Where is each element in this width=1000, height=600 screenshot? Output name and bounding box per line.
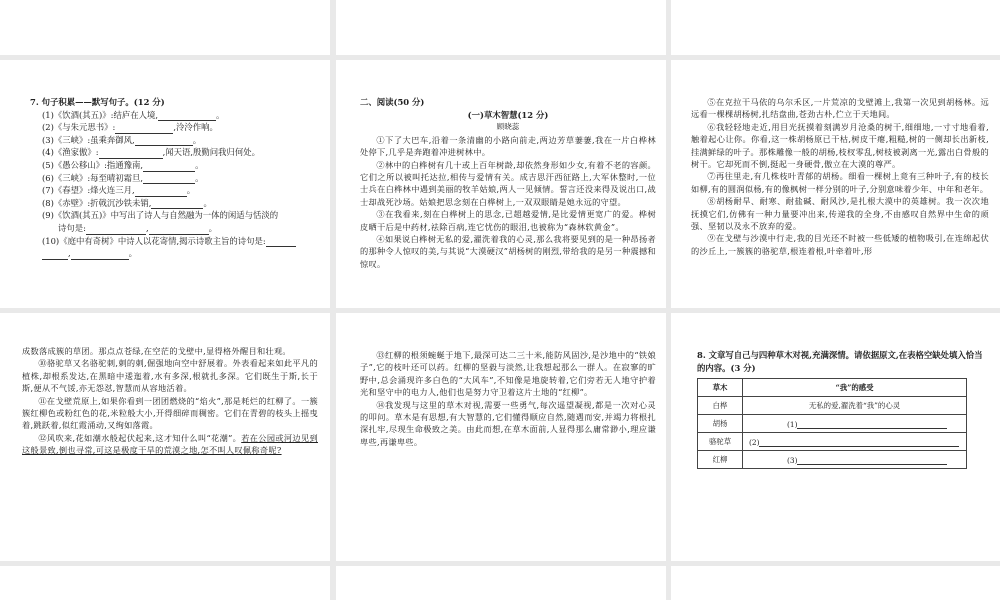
q7-line-6: (6)《三峡》:每至晴初霜旦, 。 — [42, 172, 204, 183]
paragraph-2: ②林中的白桦树有几十或上百年树龄,却依然身形如少女,有着不老的容颜。它们之所以被叫托达拉,相传与爱情有关。成吉思汗西征路上,大军休整时,一位士兵在白桦林中遇到美丽的牧羊姑娘,两人一见倾情。誓言还没来得及说出口,战士却战死沙场。姑娘把思念刻在白桦树上,一双双眼睛是她永远的守望。 — [360, 159, 656, 207]
q7-line-8: (8)《赤壁》:折戟沉沙铁未销, 。 — [42, 197, 212, 208]
paragraph-9: ⑨在戈壁与沙漠中行走,我的目光还不时被一些低矮的植物吸引,在连绵起伏的沙丘上,一簇簇的骆驼草,根连着根,叶牵着叶,形 — [691, 233, 989, 256]
answer-blank-3[interactable]: (3) — [743, 451, 967, 469]
q7-line-4: (4)《渔家傲》: ,闻天语,殷勤问我归何处。 — [42, 147, 261, 158]
header-feeling: “我”的感受 — [743, 379, 967, 397]
table-row: 红柳 (3) — [698, 451, 967, 469]
page-reading-continued — [671, 60, 1000, 308]
section-heading: 二、阅读(50 分) — [360, 97, 425, 107]
q7-line-9a: (9)《饮酒(其五)》中写出了诗人与自然融为一体的闲适与恬淡的 — [42, 210, 279, 221]
table-header-row — [698, 379, 967, 397]
q7-title: 7. 句子积累——默写句子。(12 分) — [30, 97, 165, 107]
reading-author: 顾晓蕊 — [496, 122, 520, 132]
q7-line-5: (5)《愚公移山》:指通豫南, 。 — [42, 159, 204, 170]
page-reading-part-3 — [0, 313, 330, 561]
paragraph-14: ⑭我发现与这里的草木对视,需要一些勇气,每次遥望凝视,都是一次对心灵的叩问。草木是有思想,有大智慧的,它们懂得顺应自然,随遇而安,并竭力将根扎深扎牢,尽现生命极致之美。由此而想,在草木面前,人显得那么庸常渺小,理应谦卑些,再谦卑些。 — [360, 399, 656, 447]
paragraph-3: ③在我看来,刻在白桦树上的思念,已超越爱情,是比爱情更宽广的爱。桦树皮晒干后是中药材,祛除百病,连它忧伤的眼泪,也被称为“森林软黄金”。 — [360, 209, 656, 232]
paragraph-12: ⑫风吹来,花如潮水般起伏起来,这才知什么叫“花潮”。若在公园或河边见到这般景致,倒也寻常,可这是极度干旱的荒漠之地,怎不叫人叹佩称奇呢? — [22, 432, 318, 456]
paragraph-7: ⑦再往里走,有几株枝叶青郁的胡杨。细看一棵树上竟有三种叶子,有的枝长如柳,有的圆润似杨,有的像枫树一样分别的叶子,分别意味着少年、中年和老年。 — [691, 171, 989, 194]
q8-title: 8. 文章写自己与四种草木对视,充满深情。请依据原文,在表格空缺处填入恰当的内容。(3 分) — [697, 350, 983, 373]
page-question-8 — [671, 313, 1000, 561]
bottom-right-page — [671, 566, 1000, 600]
q7-line-1: (1)《饮酒(其五)》:结庐在人境, 。 — [42, 109, 225, 120]
paragraph-13: ⑬红柳的根须蜿蜒于地下,最深可达二三十米,能防风固沙,是沙地中的“铁娘子”,它的枝叶还可以药。红柳的坚毅与淡然,让我想起那么一群人。在寂寥的旷野中,总会涌现许多白色的“大风车”,不知像是地旋转着,它们旁若无人地守护着光和坚守中的电力人,他们也是努力守卫着这片土地的“红柳”。 — [360, 350, 656, 398]
table-row: 骆驼草 (2) — [698, 433, 967, 451]
q7-line-3: (3)《三峡》:虽乘奔御风, 。 — [42, 134, 202, 145]
q7-line-10b: , 。 — [30, 247, 320, 260]
page-question-7 — [0, 60, 330, 308]
answer-blank-1[interactable]: (1) — [743, 415, 967, 433]
paragraph-6: ⑥我轻轻地走近,用目光抚摸着刻满岁月沧桑的树干,细细地,一寸寸地看着,触着起心让你。你看,这一株胡杨原已干枯,树皮干瘪,粗糙,树的一侧却长出新枝,挂满鲜绿的叶子。那株雕像一般的胡杨,枝杈零乱,树枝被剥离一光,露出白骨般的树干。它却死而不倒,挺起一身硬骨,傲立在大漠的尊严。 — [691, 121, 989, 170]
header-plant: 草木 — [698, 379, 743, 397]
table-row: 白桦 无私的爱,濯洗着“我”的心灵 — [698, 397, 967, 415]
reading-title: (一)草木智慧(12 分) — [467, 109, 549, 120]
paragraph-11: ⑪在戈壁荒原上,如果你看到一团团燃烧的“焰火”,那是耗烂的红柳了。一簇簇红柳色或粉红色的花,米粒般大小,开得细碎而稠密。它们在青碧的枝头上摇曳着,跳跃着,似红霞涌动,又绚如落霞。 — [22, 395, 318, 431]
paragraph-10: ⑩骆驼草又名骆驼刺,刺的刺,倔强地向空中舒展着。外表看起来如此平凡的植株,却根系发达,在黑暗中逶迤着,水有多深,根就扎多深。它们既生于斯,长于斯,便从不气馁,亦无怨怼,智慧而从容地活着。 — [22, 358, 318, 394]
q7-line-7: (7)《春望》:烽火连三月, 。 — [42, 185, 196, 196]
q7-line-9b: 诗句是: , 。 — [58, 222, 217, 233]
paragraph-5: ⑤在克拉干马依的乌尔禾区,一片荒凉的戈壁滩上,我第一次见到胡杨林。远远看一棵棵胡杨树,扎结盘曲,苍劲古朴,伫立于天地间。 — [691, 97, 989, 120]
q7-line-10a: (10)《庭中有奇树》中诗人以花寄情,揭示诗歌主旨的诗句是: — [30, 235, 320, 248]
top-right-page — [671, 0, 1000, 55]
page-reading-part-4 — [336, 313, 666, 561]
paragraph-9-end: 成数落成簇的草团。那点点苍绿,在空茫的戈壁中,显得格外醒目和壮观。 — [22, 346, 291, 356]
paragraph-4: ④如果说白桦树无私的爱,濯洗着我的心灵,那么我将要见到的是一种昂扬者的那种令人惊叹的美,与其说“大漠硬汉”胡杨树的刚烈,带给我的是另一种震撼和惊叹。 — [360, 234, 656, 269]
q7-line-2: (2)《与朱元思书》: ,泠泠作响。 — [42, 122, 218, 133]
paragraph-1: ①下了大巴车,沿着一条清幽的小路向前走,两边芳草萋萋,我在一片白桦林处停下,几乎是奔跑着冲进树林中。 — [360, 134, 656, 158]
q8-table — [697, 378, 967, 469]
underlined-sentence: 若在公园或河边见到这般景致,倒也寻常,可这是极度干旱的荒漠之地,怎不叫人叹佩称奇呢? — [22, 432, 318, 456]
bottom-left-page — [0, 566, 330, 600]
top-middle-page — [336, 0, 666, 55]
answer-blank-2[interactable]: (2) — [743, 433, 967, 451]
top-left-page — [0, 0, 330, 55]
table-row: 胡杨 (1) — [698, 415, 967, 433]
page-reading-start — [336, 60, 666, 308]
paragraph-8: ⑧胡杨耐旱、耐寒、耐盐碱、耐风沙,是扎根大漠中的英雄树。我一次次地抚摸它们,仿佛有一种力量要冲出来,传递我的全身,不由感叹自然界中生命的顽强、坚韧以及永不放弃的爱。 — [691, 196, 989, 232]
bottom-middle-page — [336, 566, 666, 600]
